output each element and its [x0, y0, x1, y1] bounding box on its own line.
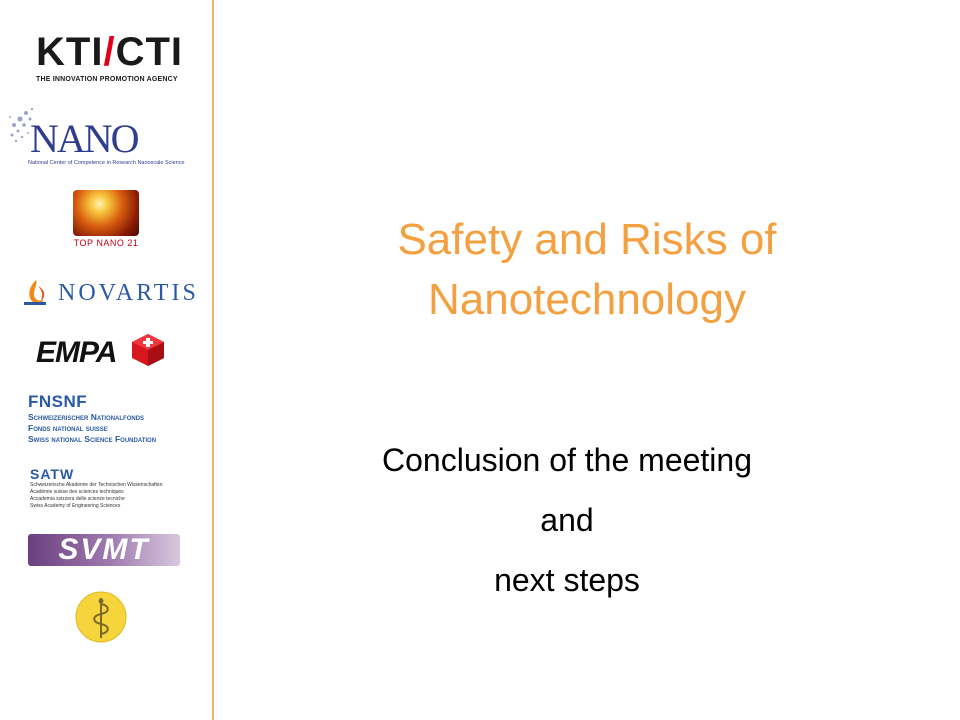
novartis-logo — [22, 278, 212, 310]
fnsnf-mark: FNSNF — [28, 392, 88, 411]
satw-line: Accademia svizzera delle scienze tecniche — [30, 496, 125, 502]
logo-sidebar — [0, 0, 214, 720]
slide-title — [214, 210, 960, 330]
satw-line: Académie suisse des sciences techniques — [30, 489, 124, 495]
caduceus-icon — [74, 590, 128, 644]
slide-subtitle-line: next steps — [494, 562, 640, 598]
nano-name: NANO — [30, 116, 138, 161]
svmt-logo — [28, 534, 180, 566]
sidebar-divider — [212, 0, 214, 720]
empa-name: EMPA — [36, 336, 117, 369]
kti-slash: / — [103, 30, 116, 74]
slide-subtitle-line: and — [540, 502, 594, 538]
slide-subtitle-line: Conclusion of the meeting — [382, 442, 752, 478]
top-nano-label: TOP NANO 21 — [73, 238, 139, 248]
satw-line: Schweizerische Akademie der Technischen Wissenschaften — [30, 482, 163, 488]
fnsnf-line: Fonds national suisse — [28, 423, 108, 433]
medical-society-logo — [74, 590, 128, 644]
svmt-name: SVMT — [58, 533, 150, 566]
fnsnf-line: Swiss national Science Foundation — [28, 434, 157, 444]
empa-logo — [36, 332, 176, 372]
kti-cti-logo — [36, 30, 196, 83]
slide-title-line: Nanotechnology — [427, 275, 746, 324]
novartis-flame-icon — [22, 278, 50, 308]
nano-logo — [8, 105, 212, 175]
top-nano-image — [73, 190, 139, 236]
kti-tagline: THE INNOVATION PROMOTION AGENCY — [36, 76, 178, 83]
satw-name: SATW — [30, 466, 75, 482]
top-nano-21-logo — [70, 190, 142, 248]
slide-subtitle — [214, 430, 920, 610]
satw-line: Swiss Academy of Engineering Sciences — [30, 503, 121, 509]
kti-name-right: CTI — [115, 30, 183, 74]
fnsnf-logo — [28, 392, 212, 445]
nano-tagline: National Center of Competence in Research Nanoscale Science — [28, 160, 185, 166]
kti-name-left: KTI — [36, 30, 104, 74]
slide-title-line: Safety and Risks of — [397, 215, 777, 264]
novartis-name: NOVARTIS — [58, 280, 199, 306]
fnsnf-line: Schweizerischer Nationalfonds — [28, 412, 145, 422]
satw-logo — [30, 466, 212, 510]
swiss-cube-icon — [130, 332, 166, 368]
